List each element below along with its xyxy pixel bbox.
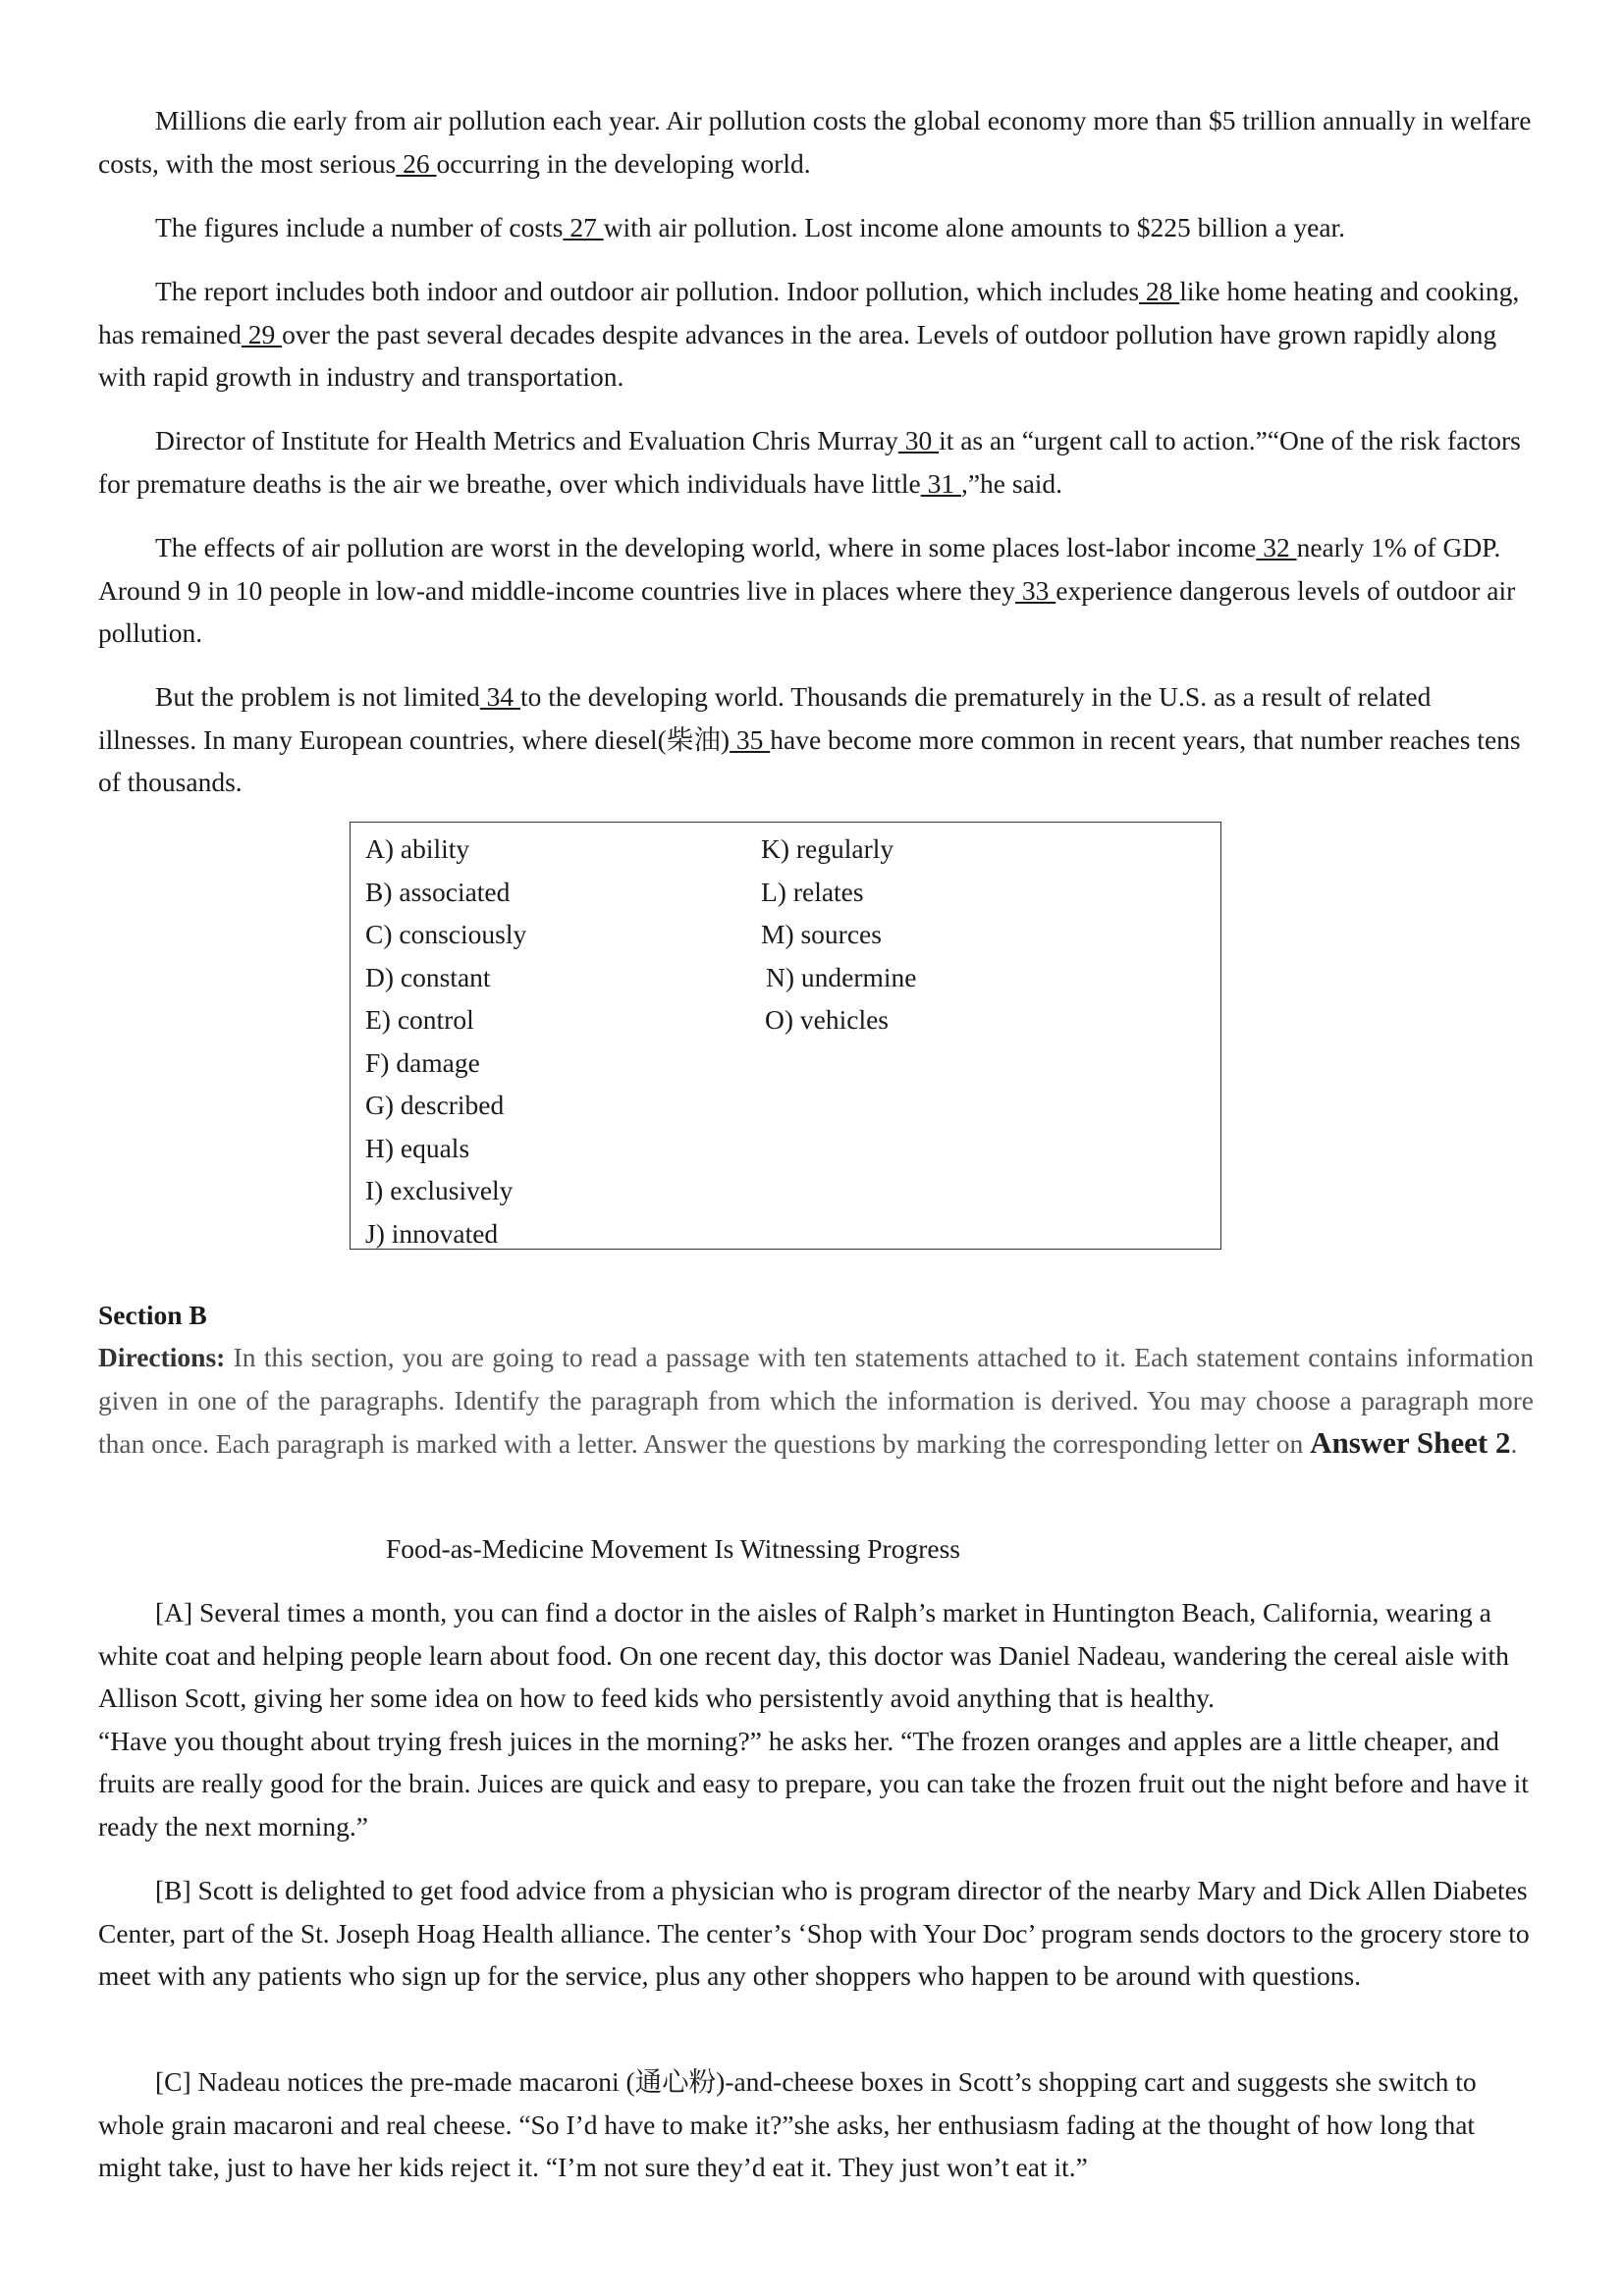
word-option-o: O) vehicles — [765, 1004, 889, 1035]
text-segment: occurring in the developing world. — [436, 147, 811, 179]
text-segment: over the past several decades despite advances in the area. Levels of outdoor pollution have grown rapidly along with rapid growth in industry and transportation. — [98, 318, 1497, 392]
paragraph-text: [C] Nadeau notices the pre-made macaroni (通心粉)-and-cheese boxes in Scott’s shopping cart and suggests she switch to whole grain macaroni and real cheese. “So I’d have to make it?”she asks, her enthusiasm fading at the thought of how long that might take, just to have her kids reject it. “I’m not sure they’d eat it. They just won’t eat it.” — [98, 2066, 1477, 2182]
word-option-c: C) consciously — [365, 919, 527, 949]
word-option-a: A) ability — [365, 833, 470, 864]
directions-body: In this section, you are going to read a passage with ten statements attached to it. Each statement contains information given in one of the paragraphs. Identify the paragraph from which the information is derived. You may choose a paragraph more than once. Each paragraph is marked with a letter. Answer the questions by marking the corresponding letter on — [98, 1342, 1534, 1459]
answer-sheet-label: Answer Sheet 2 — [1310, 1425, 1511, 1460]
blank-29: 29 — [241, 318, 283, 349]
text-segment: it as an “urgent call to action.”“One of the risk factors for premature deaths is the air we breathe, over which individuals have little — [98, 425, 1521, 499]
word-option-i: I) exclusively — [365, 1175, 514, 1205]
word-option-d: D) constant — [365, 961, 491, 992]
text-segment: Millions die early from air pollution each year. Air pollution costs the global economy more than $5 trillion annually in welfare costs, with the most serious — [98, 105, 1532, 179]
paragraph-6 — [98, 675, 1534, 804]
word-option-j: J) innovated — [365, 1217, 499, 1249]
passage-paragraph-c — [98, 2060, 1534, 2189]
word-option-m: M) sources — [761, 919, 882, 949]
word-option-f: F) damage — [365, 1046, 480, 1078]
text-segment: nearly 1% of GDP. Around 9 in 10 people in low-and middle-income countries live in places where they — [98, 532, 1501, 606]
word-option-k: K) regularly — [761, 833, 894, 864]
paragraph-3 — [98, 270, 1534, 399]
word-option-n: N) undermine — [766, 961, 917, 992]
text-segment: Director of Institute for Health Metrics and Evaluation Chris Murray — [155, 425, 898, 455]
paragraph-1 — [98, 99, 1534, 185]
word-bank-box — [350, 822, 1221, 1250]
word-option-l: L) relates — [761, 876, 864, 907]
text-segment: But the problem is not limited — [155, 681, 480, 712]
text-segment: have become more common in recent years, that number reaches tens of thousands. — [98, 723, 1521, 797]
paragraph-text: [B] Scott is delighted to get food advice from a physician who is program director of the nearby Mary and Dick Allen Diabetes Center, part of the St. Joseph Hoag Health alliance. The center’s ‘Shop with Your Doc’ program sends doctors to the grocery store to meet with any patients who sign up for the service, plus any other shoppers who happen to be around with questions. — [98, 1875, 1530, 1991]
text-segment: The figures include a number of costs — [155, 212, 564, 242]
blank-33: 33 — [1014, 574, 1056, 606]
blank-27: 27 — [563, 212, 604, 242]
blank-26: 26 — [396, 147, 437, 179]
text-segment: like home heating and cooking, has remained — [98, 276, 1520, 349]
text-segment: with air pollution. Lost income alone amounts to $225 billion a year. — [603, 212, 1346, 242]
blank-28: 28 — [1139, 276, 1180, 306]
word-option-b: B) associated — [365, 876, 511, 907]
text-segment: to the developing world. Thousands die prematurely in the U.S. as a result of related illnesses. In many European countries, where diesel(柴油) — [98, 681, 1432, 755]
word-bank-left-column — [365, 828, 526, 1255]
directions-label: Directions: — [98, 1342, 226, 1372]
paragraph-text: [A] Several times a month, you can find a doctor in the aisles of Ralph’s market in Huntington Beach, California, wearing a white coat and helping people learn about food. On one recent day, this doctor was Daniel Nadeau, wandering the cereal aisle with Allison Scott, giving her some idea on how to feed kids who persistently avoid anything that is healthy. — [98, 1597, 1509, 1713]
blank-32: 32 — [1256, 532, 1297, 562]
paragraph-text: “Have you thought about trying fresh juices in the morning?” he asks her. “The frozen oranges and apples are a little cheaper, and fruits are really good for the brain. Juices are quick and easy to prepare, you can take the frozen fruit out the night before and have it ready the next morning.” — [98, 1725, 1529, 1842]
word-bank-right-column — [761, 828, 917, 1041]
text-segment: ,”he said. — [960, 467, 1063, 499]
passage-paragraph-b — [98, 1869, 1534, 1998]
paragraph-5 — [98, 526, 1534, 655]
text-segment: The effects of air pollution are worst in the developing world, where in some places lost-labor income — [155, 532, 1257, 562]
text-segment: The report includes both indoor and outdoor air pollution. Indoor pollution, which includes — [155, 276, 1140, 306]
blank-31: 31 — [920, 467, 961, 499]
paragraph-4 — [98, 419, 1534, 505]
directions-text — [98, 1336, 1534, 1466]
blank-34: 34 — [479, 681, 520, 712]
blank-30: 30 — [897, 425, 940, 455]
passage-title: Food-as-Medicine Movement Is Witnessing Progress — [386, 1533, 960, 1564]
section-heading: Section B — [98, 1300, 207, 1330]
directions-end: . — [1510, 1428, 1518, 1459]
word-option-e: E) control — [365, 1004, 474, 1035]
word-option-h: H) equals — [365, 1132, 470, 1163]
word-option-g: G) described — [365, 1090, 505, 1120]
text-segment: experience dangerous levels of outdoor air pollution. — [98, 574, 1516, 648]
paragraph-2 — [98, 206, 1534, 249]
passage-paragraph-a — [98, 1591, 1534, 1847]
blank-35: 35 — [730, 723, 771, 755]
